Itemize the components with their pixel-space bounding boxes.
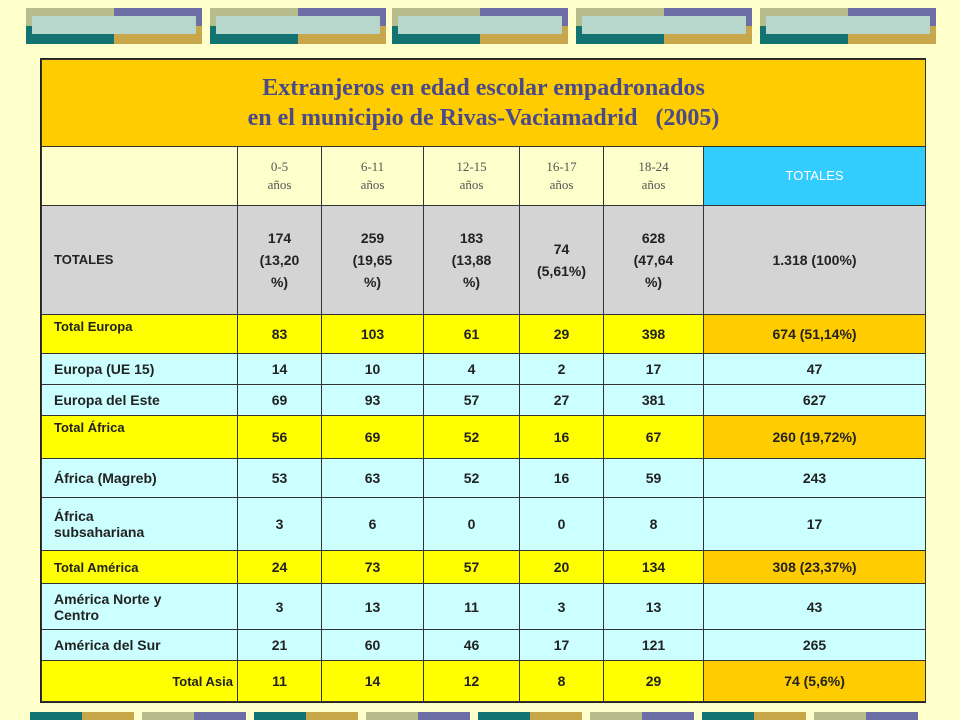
- table-cell: 381: [604, 385, 704, 416]
- table-cell: 16: [520, 459, 604, 498]
- table-cell: 27: [520, 385, 604, 416]
- table-cell: 29: [520, 315, 604, 354]
- header-age-16-17: 16-17 años: [520, 147, 604, 206]
- table-cell: 103: [322, 315, 424, 354]
- header-age-12-15: 12-15 años: [424, 147, 520, 206]
- row-label: África (Magreb): [42, 459, 238, 498]
- table-cell: 56: [238, 416, 322, 459]
- row-total-cell: 243: [704, 459, 926, 498]
- decor-block: [210, 8, 386, 44]
- header-empty-cell: [42, 147, 238, 206]
- table-cell: 6: [322, 498, 424, 551]
- table-row-europa-este: [42, 385, 926, 416]
- row-total-cell: 674 (51,14%): [704, 315, 926, 354]
- table-cell: 29: [604, 661, 704, 702]
- table-cell: 174 (13,20 %): [238, 206, 322, 315]
- page-title: [42, 60, 926, 147]
- table-cell: 11: [238, 661, 322, 702]
- table-cell: 628 (47,64 %): [604, 206, 704, 315]
- top-decoration: [26, 8, 936, 44]
- table-cell: 8: [520, 661, 604, 702]
- table-cell: 74 (5,61%): [520, 206, 604, 315]
- row-label: América del Sur: [42, 630, 238, 661]
- table-cell: 8: [604, 498, 704, 551]
- row-label: África subsahariana: [42, 498, 238, 551]
- table-row-total-europa: [42, 315, 926, 354]
- table-cell: 0: [520, 498, 604, 551]
- row-total-cell: 260 (19,72%): [704, 416, 926, 459]
- table-cell: 57: [424, 385, 520, 416]
- row-total-cell: 74 (5,6%): [704, 661, 926, 702]
- header-age-0-5: 0-5 años: [238, 147, 322, 206]
- table-cell: 10: [322, 354, 424, 385]
- table-cell: 63: [322, 459, 424, 498]
- table-row-total-africa: [42, 416, 926, 459]
- table-cell: 398: [604, 315, 704, 354]
- table-cell: 12: [424, 661, 520, 702]
- row-total-cell: 43: [704, 584, 926, 630]
- table-row-america-sur: [42, 630, 926, 661]
- data-table: [40, 58, 926, 703]
- table-cell: 2: [520, 354, 604, 385]
- header-totales: TOTALES: [704, 147, 926, 206]
- table-cell: 24: [238, 551, 322, 584]
- title-line-1: Extranjeros en edad escolar empadronados: [262, 75, 705, 101]
- decor-block: [576, 8, 752, 44]
- table-cell: 60: [322, 630, 424, 661]
- row-label: Europa del Este: [42, 385, 238, 416]
- table-row-totales: [42, 206, 926, 315]
- row-label: Total América: [42, 551, 238, 584]
- table-cell: 46: [424, 630, 520, 661]
- decor-block: [760, 8, 936, 44]
- row-label: Total Asia: [42, 661, 238, 702]
- row-total-cell: 1.318 (100%): [704, 206, 926, 315]
- table-cell: 17: [604, 354, 704, 385]
- row-label: Total África: [42, 416, 238, 459]
- table-cell: 69: [322, 416, 424, 459]
- row-total-cell: 17: [704, 498, 926, 551]
- table-cell: 20: [520, 551, 604, 584]
- row-total-cell: 308 (23,37%): [704, 551, 926, 584]
- table-cell: 73: [322, 551, 424, 584]
- table-cell: 53: [238, 459, 322, 498]
- table-cell: 52: [424, 416, 520, 459]
- table-cell: 61: [424, 315, 520, 354]
- table-cell: 14: [238, 354, 322, 385]
- table-cell: 93: [322, 385, 424, 416]
- table-cell: 21: [238, 630, 322, 661]
- table-cell: 11: [424, 584, 520, 630]
- table-cell: 134: [604, 551, 704, 584]
- row-label: América Norte y Centro: [42, 584, 238, 630]
- row-label: Europa (UE 15): [42, 354, 238, 385]
- decor-block: [26, 8, 202, 44]
- title-line-2: en el municipio de Rivas-Vaciamadrid (2005): [247, 105, 720, 131]
- table-cell: 83: [238, 315, 322, 354]
- table-cell: 4: [424, 354, 520, 385]
- table-cell: 57: [424, 551, 520, 584]
- table-cell: 259 (19,65 %): [322, 206, 424, 315]
- row-label: TOTALES: [42, 206, 238, 315]
- bottom-decoration: [30, 712, 960, 720]
- row-total-cell: 265: [704, 630, 926, 661]
- row-label: Total Europa: [42, 315, 238, 354]
- header-age-18-24: 18-24 años: [604, 147, 704, 206]
- table-cell: 3: [238, 584, 322, 630]
- table-row-europa-ue15: [42, 354, 926, 385]
- decor-block: [392, 8, 568, 44]
- table-cell: 121: [604, 630, 704, 661]
- table-cell: 13: [604, 584, 704, 630]
- table-cell: 3: [520, 584, 604, 630]
- table-row-total-asia: [42, 661, 926, 702]
- row-total-cell: 47: [704, 354, 926, 385]
- table-cell: 0: [424, 498, 520, 551]
- table-cell: 13: [322, 584, 424, 630]
- table-cell: 67: [604, 416, 704, 459]
- table-cell: 52: [424, 459, 520, 498]
- table-cell: 59: [604, 459, 704, 498]
- table-row-america-norte: [42, 584, 926, 630]
- table-row-total-america: [42, 551, 926, 584]
- table-row-africa-magreb: [42, 459, 926, 498]
- table-cell: 14: [322, 661, 424, 702]
- table-cell: 16: [520, 416, 604, 459]
- table-cell: 183 (13,88 %): [424, 206, 520, 315]
- header-age-6-11: 6-11 años: [322, 147, 424, 206]
- row-total-cell: 627: [704, 385, 926, 416]
- table-cell: 17: [520, 630, 604, 661]
- table-row-africa-subsahariana: [42, 498, 926, 551]
- table-cell: 3: [238, 498, 322, 551]
- table-cell: 69: [238, 385, 322, 416]
